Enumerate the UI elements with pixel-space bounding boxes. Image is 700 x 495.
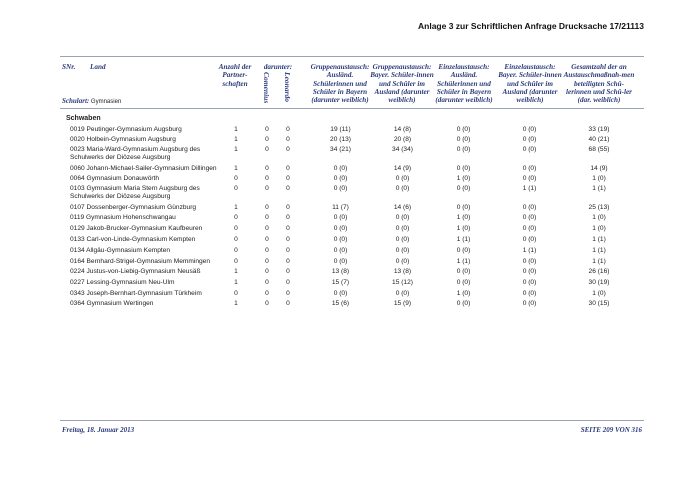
group-foreign-value: 0 (0) (333, 247, 348, 254)
single-foreign-value: 0 (0) (456, 204, 471, 211)
schulart-label: Schulart: (62, 97, 90, 105)
group-bavarian-value: 0 (0) (395, 175, 410, 182)
comenius-count: 0 (265, 300, 269, 307)
single-foreign-value: 1 (1) (456, 258, 471, 265)
header-single-foreign: Einzelaustausch: Ausländ. Schülerinnen und Schüler in Bayern (darunter weiblich) (435, 63, 493, 105)
single-foreign-value: 1 (0) (456, 290, 471, 297)
partner-count: 1 (234, 279, 238, 286)
header-group-foreign: Gruppenaustausch: Ausländ. Schülerinnen und Schüler in Bayern (darunter weiblich) (310, 63, 370, 105)
total-value: 1 (0) (592, 290, 606, 297)
group-bavarian-value: 0 (0) (395, 258, 410, 265)
group-foreign-value: 0 (0) (333, 175, 348, 182)
single-foreign-value: 0 (0) (456, 185, 471, 192)
school-name: 0020 Holbein-Gymnasium Augsburg (70, 136, 176, 143)
group-foreign-value: 19 (11) (330, 126, 351, 133)
total-value: 40 (21) (588, 136, 610, 143)
group-foreign-value: 15 (7) (331, 279, 350, 286)
single-bavarian-value: 0 (0) (522, 175, 537, 182)
single-bavarian-value: 0 (0) (522, 268, 537, 275)
schulart-line (62, 97, 121, 105)
group-bavarian-value: 14 (9) (393, 165, 412, 172)
footer-page-number: SEITE 209 VON 316 (580, 426, 642, 434)
school-name: 0164 Bernhard-Strigel-Gymnasium Memmingen (70, 258, 210, 265)
single-bavarian-value: 0 (0) (522, 236, 537, 243)
group-bavarian-value: 0 (0) (395, 236, 410, 243)
total-value: 26 (16) (588, 268, 610, 275)
total-value: 1 (0) (592, 175, 606, 182)
group-bavarian-value: 14 (6) (393, 204, 412, 211)
group-foreign-value: 13 (8) (331, 268, 350, 275)
document-title: Anlage 3 zur Schriftlichen Anfrage Drucksache 17/21113 (418, 21, 644, 31)
single-foreign-value: 0 (0) (456, 165, 471, 172)
comenius-count: 0 (265, 185, 269, 192)
partner-count: 1 (234, 204, 238, 211)
comenius-count: 0 (265, 165, 269, 172)
header-land: Land (90, 63, 106, 71)
school-name: 0119 Gymnasium Hohenschwangau (70, 214, 176, 221)
leonardo-count: 0 (286, 136, 290, 143)
group-foreign-value: 11 (7) (332, 204, 349, 211)
total-value: 33 (19) (588, 126, 610, 133)
single-foreign-value: 0 (0) (456, 247, 471, 254)
school-name: 0107 Dossenberger-Gymnasium Günzburg (70, 204, 197, 211)
header-total: Gesamtzahl der an Austauschmaßnah-men beteiligten Schü-lerinnen und Schü-ler (dar. weiblich) (563, 63, 635, 105)
partner-count: 1 (234, 165, 238, 172)
single-bavarian-value: 0 (0) (522, 290, 537, 297)
school-name: 0364 Gymnasium Wertingen (70, 300, 154, 307)
leonardo-count: 0 (286, 247, 290, 254)
header-single-bavarian: Einzelaustausch: Bayer. Schüler-innen und Schüler im Ausland (darunter weiblich) (498, 63, 562, 105)
comenius-count: 0 (265, 247, 269, 254)
group-bavarian-value: 15 (9) (393, 300, 412, 307)
school-name: 0103 Gymnasium Maria Stern Augsburg des Schulwerks der Diözese Augsburg (70, 185, 200, 200)
partner-count: 0 (234, 185, 238, 192)
group-foreign-value: 15 (6) (331, 300, 350, 307)
group-foreign-value: 0 (0) (333, 165, 348, 172)
header-darunter: darunter: (263, 63, 293, 71)
group-bavarian-value: 20 (8) (393, 136, 412, 143)
header-group-bavarian: Gruppenaustausch: Bayer. Schüler-innen und Schüler im Ausland (darunter weiblich) (370, 63, 434, 105)
school-name: 0133 Carl-von-Linde-Gymnasium Kempten (70, 236, 196, 243)
partner-count: 0 (234, 214, 238, 221)
school-name: 0129 Jakob-Brucker-Gymnasium Kaufbeuren (70, 225, 203, 232)
leonardo-count: 0 (286, 279, 290, 286)
total-value: 1 (0) (592, 225, 606, 232)
single-foreign-value: 0 (0) (456, 146, 471, 153)
total-value: 1 (1) (592, 236, 606, 243)
header-top-rule (60, 56, 644, 57)
group-bavarian-value: 0 (0) (395, 290, 410, 297)
leonardo-count: 0 (286, 290, 290, 297)
total-value: 30 (19) (588, 279, 610, 286)
single-foreign-value: 1 (1) (456, 236, 471, 243)
group-foreign-value: 0 (0) (333, 290, 348, 297)
school-name: 0227 Lessing-Gymnasium Neu-Ulm (70, 279, 175, 286)
header-darunter-col1: Comenius (262, 72, 271, 104)
leonardo-count: 0 (286, 214, 290, 221)
total-value: 1 (1) (592, 258, 606, 265)
partner-count: 0 (234, 290, 238, 297)
comenius-count: 0 (265, 279, 269, 286)
total-value: 30 (15) (588, 300, 610, 307)
group-bavarian-value: 0 (0) (395, 214, 410, 221)
comenius-count: 0 (265, 136, 269, 143)
group-foreign-value: 0 (0) (333, 214, 348, 221)
leonardo-count: 0 (286, 146, 290, 153)
partner-count: 1 (234, 136, 238, 143)
group-bavarian-value: 14 (8) (393, 126, 412, 133)
single-bavarian-value: 0 (0) (522, 225, 537, 232)
footer-date: Freitag, 18. Januar 2013 (62, 426, 135, 434)
single-foreign-value: 0 (0) (456, 279, 471, 286)
school-name: 0224 Justus-von-Liebig-Gymnasium Neusäß (70, 268, 201, 275)
single-foreign-value: 0 (0) (456, 268, 471, 275)
comenius-count: 0 (265, 146, 269, 153)
comenius-count: 0 (265, 258, 269, 265)
partner-count: 0 (234, 247, 238, 254)
leonardo-count: 0 (286, 258, 290, 265)
single-foreign-value: 1 (0) (456, 175, 471, 182)
group-bavarian-value: 0 (0) (395, 185, 410, 192)
group-foreign-value: 0 (0) (333, 185, 348, 192)
leonardo-count: 0 (286, 204, 290, 211)
single-foreign-value: 1 (0) (456, 225, 471, 232)
school-name: 0064 Gymnasium Donauwörth (70, 175, 160, 182)
footer-rule (60, 420, 644, 421)
single-bavarian-value: 0 (0) (522, 214, 537, 221)
comenius-count: 0 (265, 204, 269, 211)
total-value: 25 (13) (588, 204, 610, 211)
leonardo-count: 0 (286, 185, 290, 192)
single-bavarian-value: 0 (0) (522, 204, 537, 211)
school-name: 0060 Johann-Michael-Sailer-Gymnasium Dillingen (70, 165, 217, 172)
comenius-count: 0 (265, 126, 269, 133)
partner-count: 1 (234, 300, 238, 307)
single-bavarian-value: 0 (0) (522, 146, 537, 153)
partner-count: 0 (234, 258, 238, 265)
group-foreign-value: 20 (13) (330, 136, 351, 143)
total-value: 1 (0) (592, 214, 606, 221)
single-foreign-value: 0 (0) (456, 300, 471, 307)
partner-count: 0 (234, 225, 238, 232)
single-bavarian-value: 0 (0) (522, 258, 537, 265)
group-foreign-value: 34 (21) (330, 146, 351, 153)
comenius-count: 0 (265, 290, 269, 297)
total-value: 1 (1) (592, 185, 606, 192)
group-bavarian-value: 0 (0) (395, 225, 410, 232)
partner-count: 0 (234, 175, 238, 182)
comenius-count: 0 (265, 214, 269, 221)
header-partner-count: Anzahl der Partner-schaften (218, 63, 252, 88)
school-name: 0023 Maria-Ward-Gymnasium Augsburg des Schulwerks der Diözese Augsburg (70, 146, 201, 161)
schulart-value: Gymnasien (90, 99, 122, 105)
group-foreign-value: 0 (0) (333, 258, 348, 265)
total-value: 1 (1) (592, 247, 606, 254)
total-value: 68 (55) (588, 146, 610, 153)
single-bavarian-value: 0 (0) (522, 279, 537, 286)
partner-count: 1 (234, 126, 238, 133)
group-bavarian-value: 0 (0) (395, 247, 410, 254)
leonardo-count: 0 (286, 268, 290, 275)
partner-count: 0 (234, 236, 238, 243)
single-bavarian-value: 1 (1) (522, 185, 537, 192)
single-bavarian-value: 0 (0) (522, 136, 537, 143)
single-bavarian-value: 0 (0) (522, 300, 537, 307)
leonardo-count: 0 (286, 300, 290, 307)
group-foreign-value: 0 (0) (333, 225, 348, 232)
comenius-count: 0 (265, 175, 269, 182)
partner-count: 1 (234, 146, 238, 153)
header-snr: SNr. (62, 63, 76, 71)
comenius-count: 0 (265, 268, 269, 275)
school-name: 0343 Joseph-Bernhart-Gymnasium Türkheim (70, 290, 202, 297)
single-bavarian-value: 0 (0) (522, 126, 537, 133)
leonardo-count: 0 (286, 225, 290, 232)
single-bavarian-value: 0 (0) (522, 165, 537, 172)
single-foreign-value: 0 (0) (456, 126, 471, 133)
leonardo-count: 0 (286, 165, 290, 172)
header-bottom-rule (60, 108, 644, 109)
group-label: Schwaben (66, 115, 101, 122)
group-bavarian-value: 13 (8) (393, 268, 412, 275)
single-bavarian-value: 1 (1) (522, 247, 537, 254)
leonardo-count: 0 (286, 126, 290, 133)
total-value: 14 (9) (590, 165, 608, 172)
leonardo-count: 0 (286, 175, 290, 182)
single-foreign-value: 1 (0) (456, 214, 471, 221)
group-bavarian-value: 15 (12) (392, 279, 413, 286)
single-foreign-value: 0 (0) (456, 136, 471, 143)
header-darunter-col2: Leonardo (283, 72, 292, 102)
group-foreign-value: 0 (0) (333, 236, 348, 243)
group-bavarian-value: 34 (34) (392, 146, 413, 153)
leonardo-count: 0 (286, 236, 290, 243)
school-name: 0134 Allgäu-Gymnasium Kempten (70, 247, 171, 254)
comenius-count: 0 (265, 225, 269, 232)
school-name: 0019 Peutinger-Gymnasium Augsburg (70, 126, 182, 133)
comenius-count: 0 (265, 236, 269, 243)
partner-count: 1 (234, 268, 238, 275)
